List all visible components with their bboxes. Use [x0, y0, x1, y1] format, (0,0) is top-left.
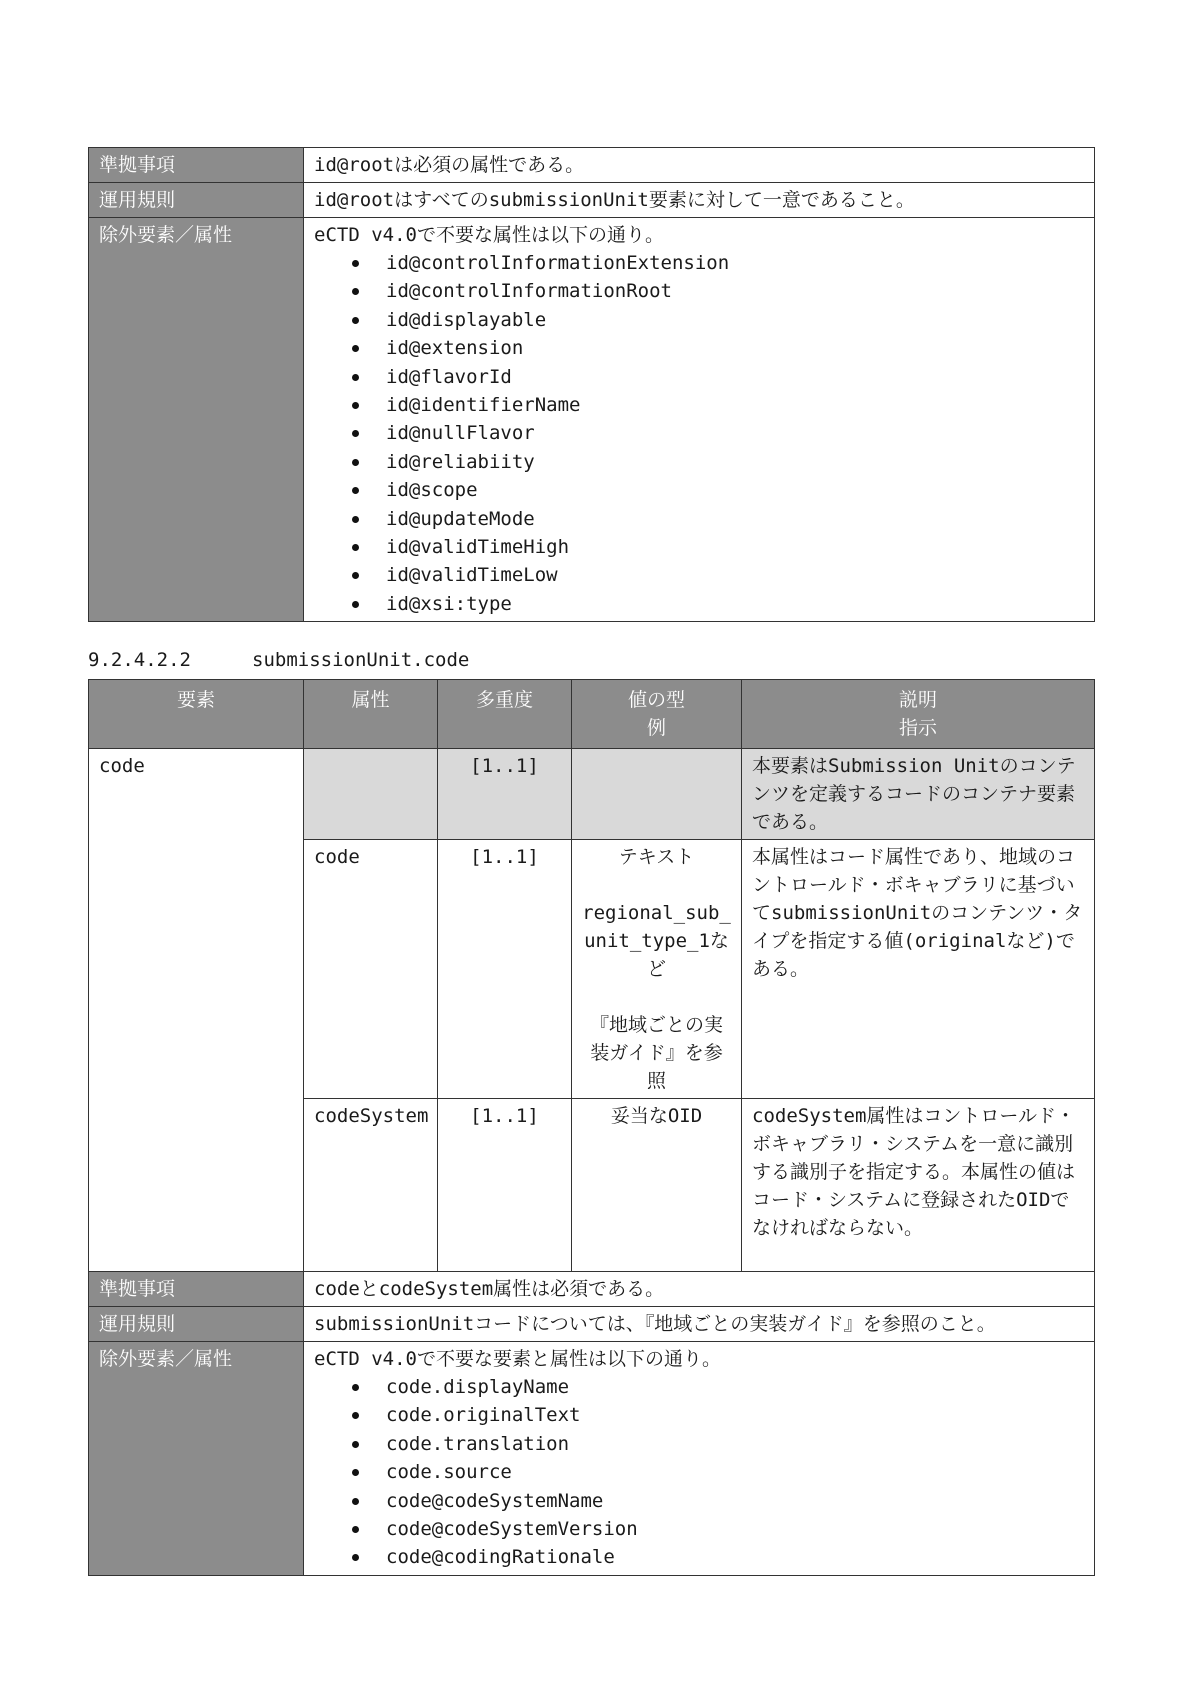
multiplicity-cell: [1..1]: [438, 1099, 572, 1272]
value-line: regional_sub_unit_type_1など: [582, 902, 731, 980]
list-item: id@reliabiity: [352, 448, 1084, 476]
list-item: id@extension: [352, 334, 1084, 362]
list-item: code.translation: [352, 1430, 1084, 1458]
value-cell: 妥当なOID: [572, 1099, 742, 1272]
list-item: code.displayName: [352, 1373, 1084, 1401]
multiplicity-cell: [1..1]: [438, 840, 572, 1099]
list-item: code.originalText: [352, 1401, 1084, 1429]
row-label: 準拠事項: [89, 148, 304, 183]
list-item: id@flavorId: [352, 363, 1084, 391]
row-label: 除外要素／属性: [89, 218, 304, 622]
header-attribute: 属性: [304, 680, 438, 749]
value-line: 『地域ごとの実装ガイド』を参照: [589, 1014, 723, 1092]
attribute-cell: codeSystem: [304, 1099, 438, 1272]
list-item: code@codingRationale: [352, 1543, 1084, 1571]
row-label: 運用規則: [89, 183, 304, 218]
header-value-type-line1: 値の型: [627, 689, 685, 711]
row-value: id@rootはすべてのsubmissionUnit要素に対して一意であること。: [304, 183, 1095, 218]
list-item: id@validTimeLow: [352, 561, 1084, 589]
table2-container: [88, 679, 1094, 1576]
list-item: id@controlInformationRoot: [352, 277, 1084, 305]
list-item: id@displayable: [352, 306, 1084, 334]
row-label: 運用規則: [89, 1307, 304, 1342]
section-title: submissionUnit.code: [252, 649, 470, 671]
header-description-line2: 指示: [898, 717, 937, 739]
table-header-row: [89, 680, 1095, 749]
attribute-cell: [304, 749, 438, 840]
list-item: id@updateMode: [352, 505, 1084, 533]
row-value: submissionUnitコードについては、『地域ごとの実装ガイド』を参照のこと。: [304, 1307, 1095, 1342]
description-cell: 本属性はコード属性であり、地域のコントロールド・ボキャブラリに基づいてsubmissionUnitのコンテンツ・タイプを指定する値(originalなど)である。: [742, 840, 1095, 1099]
description-cell: 本要素はSubmission Unitのコンテンツを定義するコードのコンテナ要素である。: [742, 749, 1095, 840]
list-item: id@scope: [352, 476, 1084, 504]
list-item: code@codeSystemName: [352, 1487, 1084, 1515]
list-item: id@nullFlavor: [352, 419, 1084, 447]
row-label: 除外要素／属性: [89, 1342, 304, 1576]
list-item: id@controlInformationExtension: [352, 249, 1084, 277]
row-value: id@rootは必須の属性である。: [304, 148, 1095, 183]
header-description-line1: 説明: [898, 689, 937, 711]
row-value: codeとcodeSystem属性は必須である。: [304, 1272, 1095, 1307]
list-item: id@xsi:type: [352, 590, 1084, 618]
header-value-type-line2: 例: [646, 717, 666, 739]
section-number: 9.2.4.2.2: [88, 649, 191, 671]
value-line: テキスト: [618, 846, 695, 868]
header-description: [742, 680, 1095, 749]
table-row: [89, 1272, 1095, 1307]
exclusion-intro: eCTD v4.0で不要な属性は以下の通り。: [314, 224, 664, 246]
row-label: 準拠事項: [89, 1272, 304, 1307]
exclusion-list: [314, 1373, 1084, 1572]
list-item: code@codeSystemVersion: [352, 1515, 1084, 1543]
list-item: id@validTimeHigh: [352, 533, 1084, 561]
value-spacer: [582, 871, 731, 899]
value-spacer: [582, 983, 731, 1011]
description-cell: codeSystem属性はコントロールド・ボキャブラリ・システムを一意に識別する識別子を指定する。本属性の値はコード・システムに登録されたOIDでなければならない。: [742, 1099, 1095, 1272]
list-item: code.source: [352, 1458, 1084, 1486]
table-row: [89, 1307, 1095, 1342]
multiplicity-cell: [1..1]: [438, 749, 572, 840]
list-item: id@identifierName: [352, 391, 1084, 419]
exclusion-intro: eCTD v4.0で不要な要素と属性は以下の通り。: [314, 1348, 721, 1370]
header-value-type: [572, 680, 742, 749]
header-multiplicity: 多重度: [438, 680, 572, 749]
exclusion-cell: [304, 1342, 1095, 1576]
table-row: [89, 749, 1095, 840]
table-row: [89, 1342, 1095, 1576]
value-cell: [572, 840, 742, 1099]
element-name: code: [89, 749, 304, 1272]
header-element: 要素: [89, 680, 304, 749]
table2: [88, 679, 1095, 1576]
value-cell: [572, 749, 742, 840]
attribute-cell: code: [304, 840, 438, 1099]
